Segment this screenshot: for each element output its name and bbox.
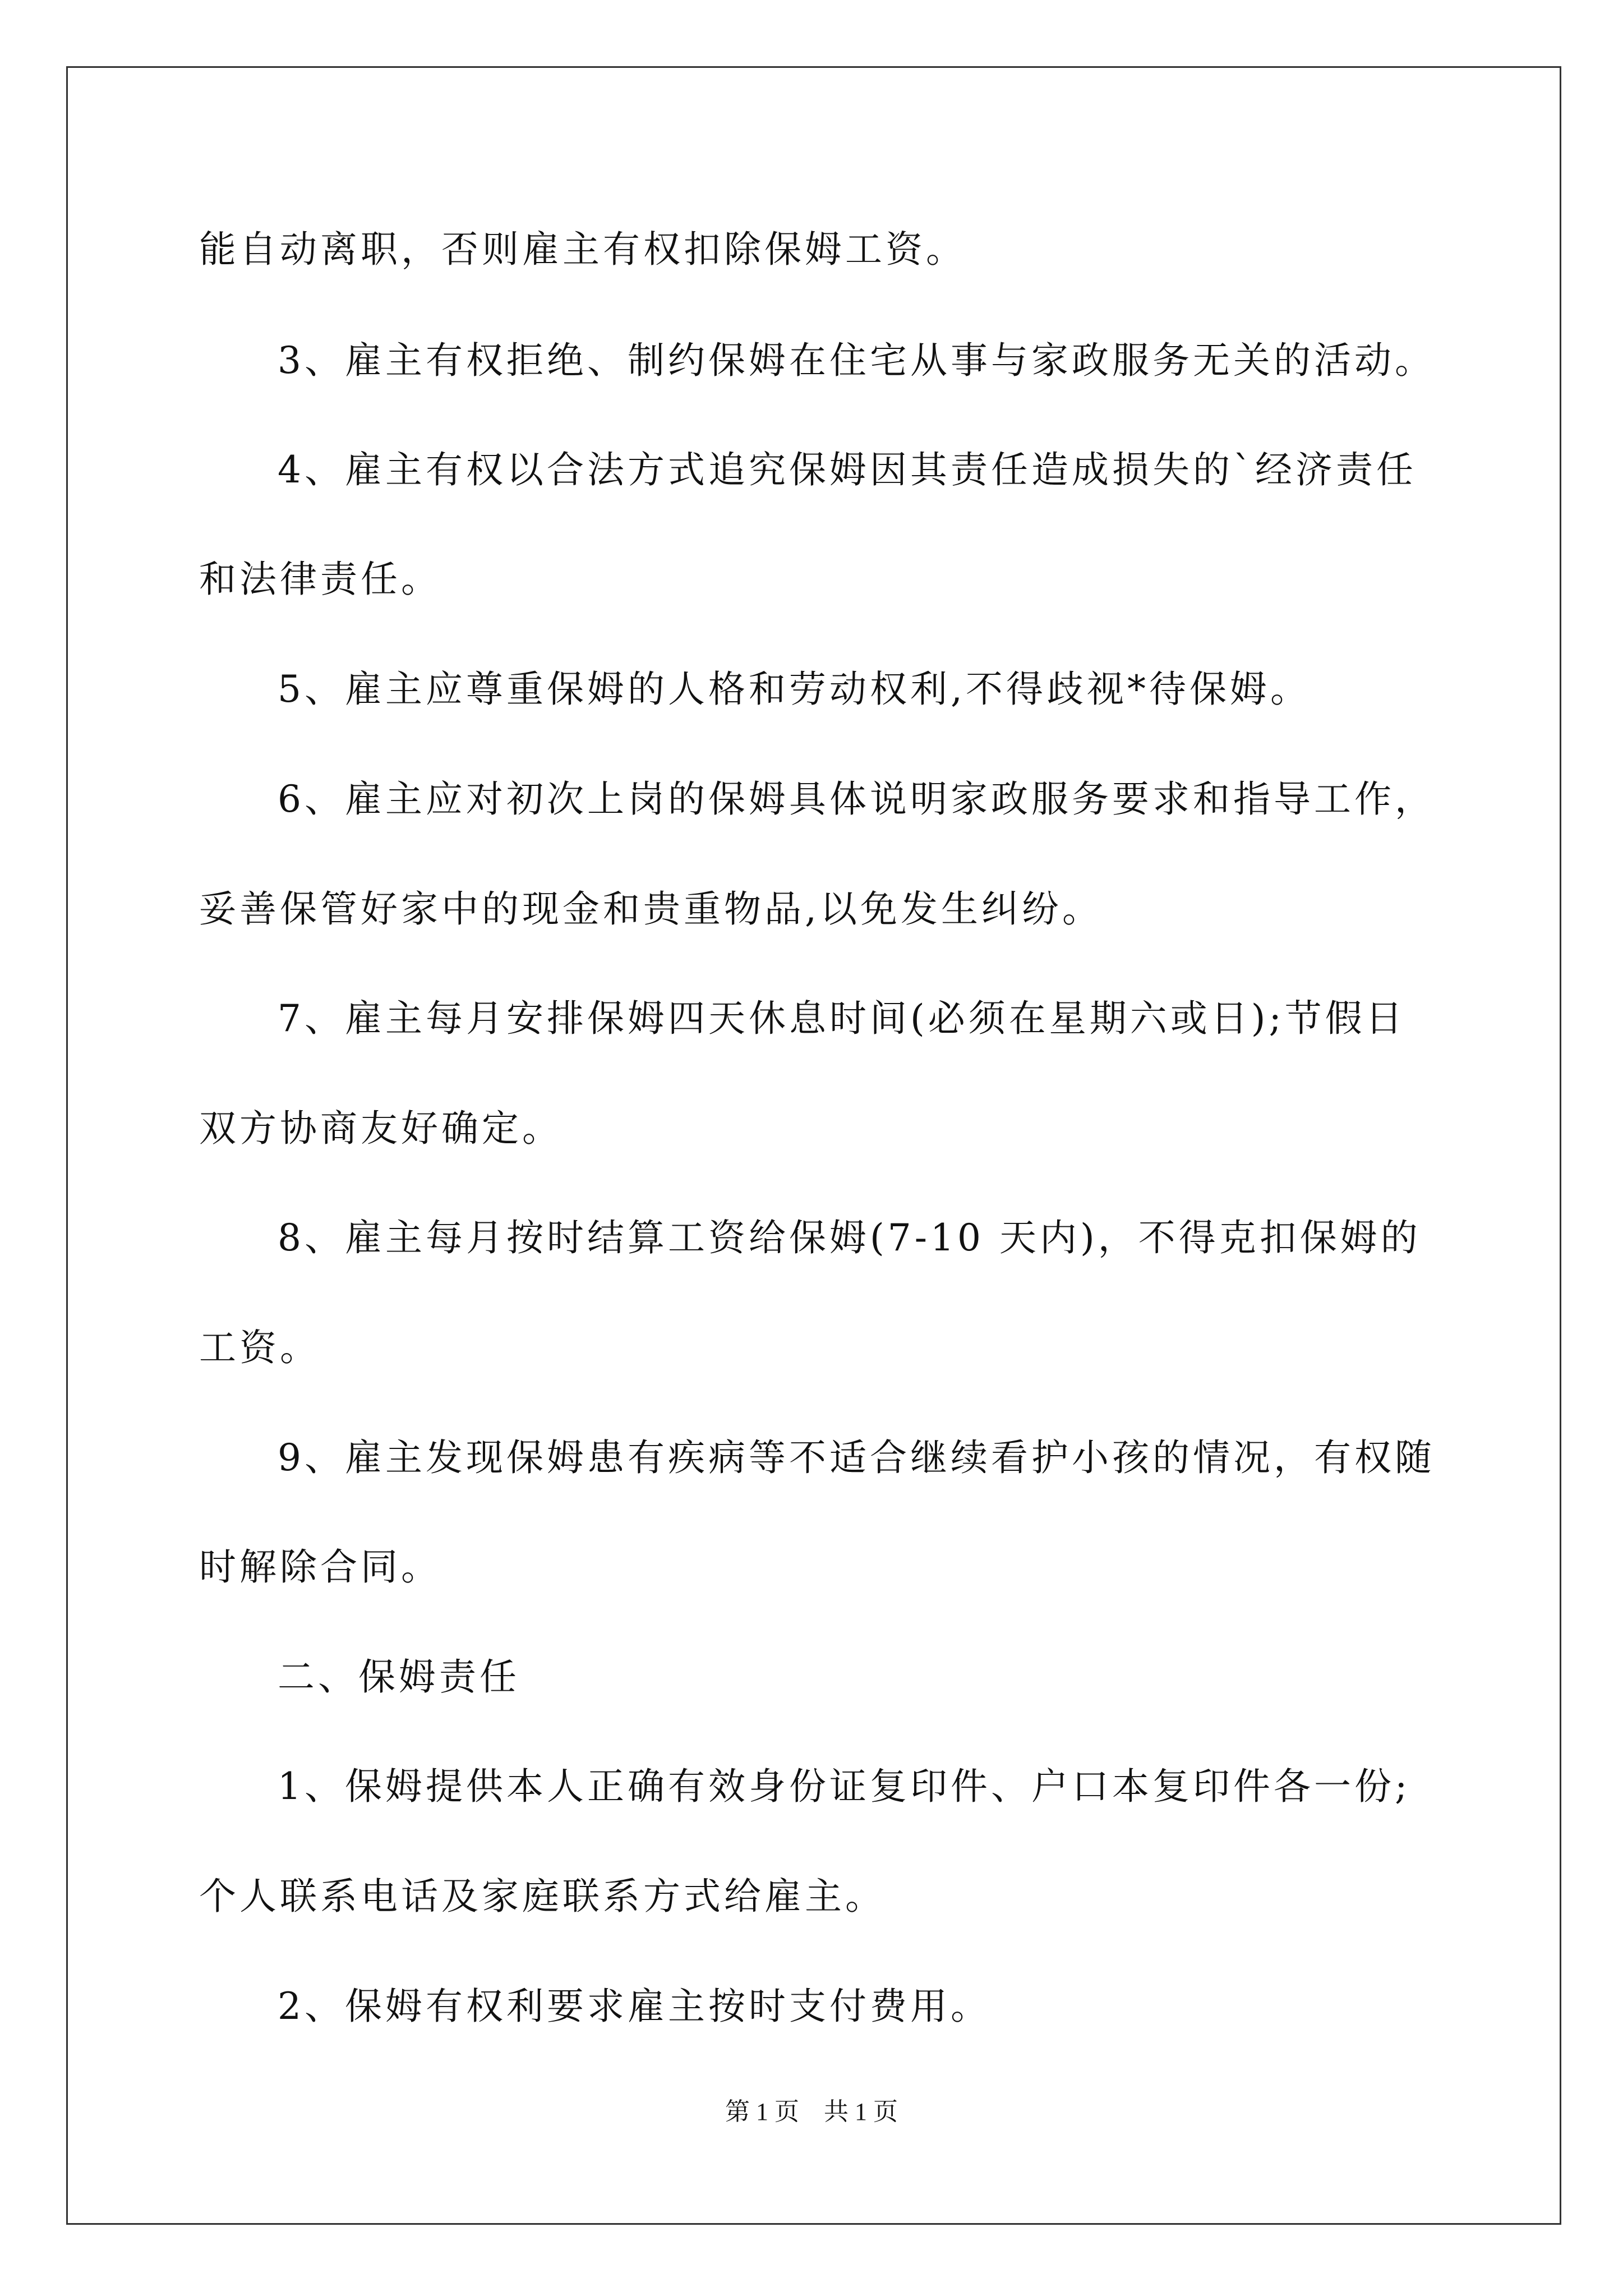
paragraph-line: 妥善保管好家中的现金和贵重物品,以免发生纠纷。 <box>199 887 1103 931</box>
paragraph-line: 时解除合同。 <box>199 1545 441 1589</box>
paragraph-line: 和法律责任。 <box>199 558 441 601</box>
paragraph-line: 双方协商友好确定。 <box>199 1107 562 1150</box>
paragraph-line: 2、保姆有权利要求雇主按时支付费用。 <box>278 1985 991 2028</box>
paragraph-line: 5、雇主应尊重保姆的人格和劳动权利,不得歧视*待保姆。 <box>278 668 1311 711</box>
paragraph-line: 9、雇主发现保姆患有疾病等不适合继续看护小孩的情况，有权随 <box>278 1436 1435 1479</box>
paragraph-line: 能自动离职，否则雇主有权扣除保姆工资。 <box>199 228 966 271</box>
paragraph-line: 1、保姆提供本人正确有效身份证复印件、户口本复印件各一份; <box>278 1765 1411 1808</box>
paragraph-line: 6、雇主应对初次上岗的保姆具体说明家政服务要求和指导工作， <box>278 777 1435 821</box>
page-number-footer: 第 1 页 共 1 页 <box>725 2098 898 2125</box>
paragraph-line: 工资。 <box>199 1326 320 1369</box>
paragraph-line: 7、雇主每月安排保姆四天休息时间(必须在星期六或日);节假日 <box>278 997 1406 1040</box>
section-heading: 二、保姆责任 <box>278 1655 520 1699</box>
paragraph-line: 4、雇主有权以合法方式追究保姆因其责任造成损失的`经济责任 <box>278 448 1417 491</box>
paragraph-line: 个人联系电话及家庭联系方式给雇主。 <box>199 1875 886 1918</box>
paragraph-line: 8、雇主每月按时结算工资给保姆(7-10 天内)，不得克扣保姆的 <box>278 1216 1421 1259</box>
paragraph-line: 3、雇主有权拒绝、制约保姆在住宅从事与家政服务无关的活动。 <box>278 339 1435 382</box>
